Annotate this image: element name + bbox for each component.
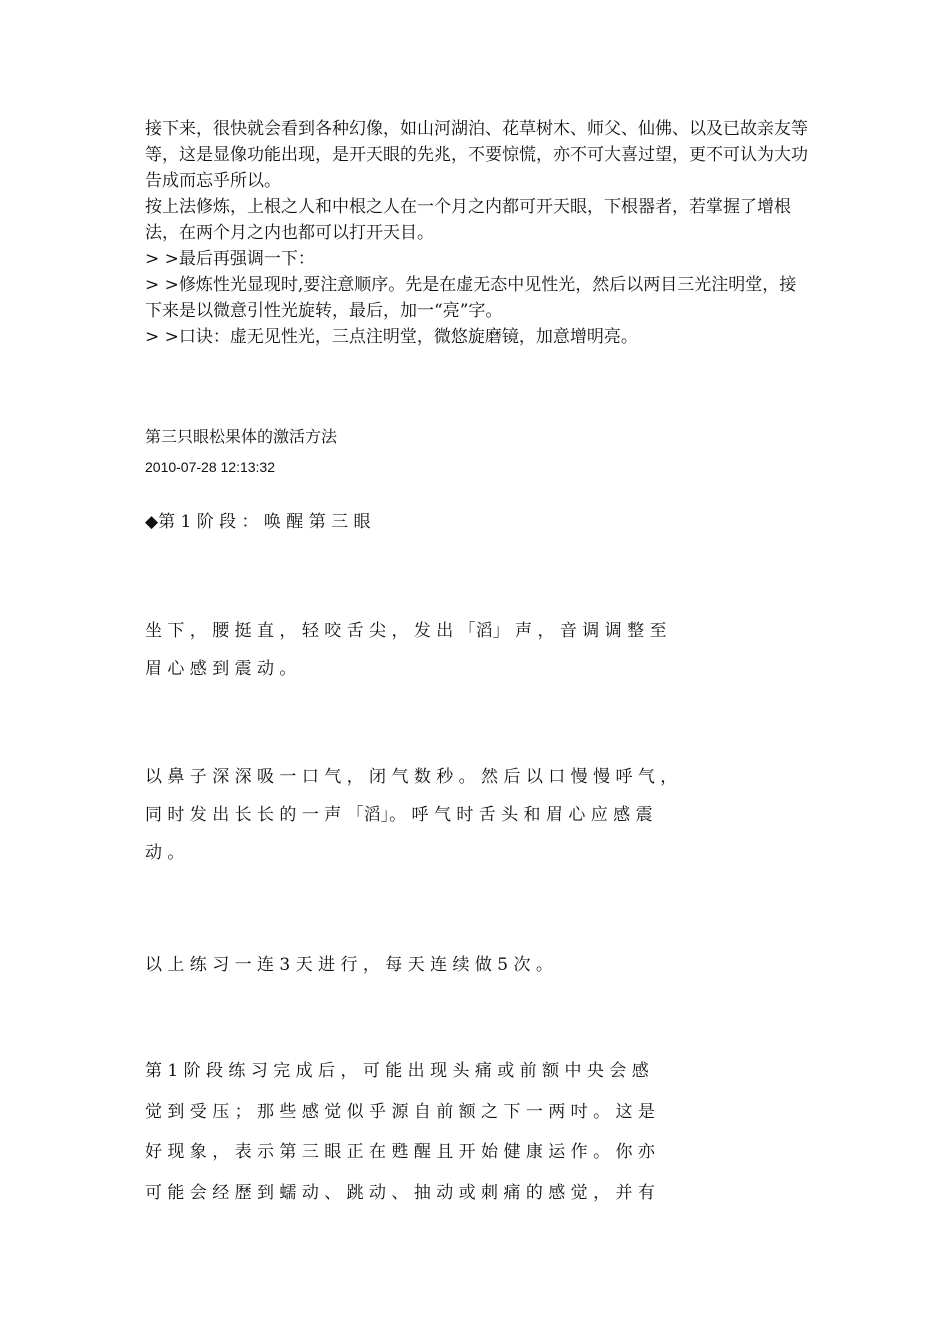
paragraph-1-line-2: 眉 心 感 到 震 动 。 — [145, 659, 297, 679]
paragraph-3 — [145, 946, 815, 984]
paragraph-1 — [145, 612, 815, 688]
intro-line-5: > >口诀：虚无见性光，三点注明堂，微悠旋磨镜，加意增明亮。 — [145, 327, 638, 347]
paragraph-2-line-1: 以 鼻 子 深 深 吸 一 口 气 ， 闭 气 数 秒 。 然 后 以 口 慢 慢 呼 气 ， — [145, 767, 678, 787]
paragraph-2-line-2: 同 时 发 出 长 长 的 一 声 「滔」。 呼 气 时 舌 头 和 眉 心 应 感 震 — [145, 805, 653, 825]
paragraph-4 — [145, 1051, 815, 1213]
article-date: 2010-07-28 12:13:32 — [145, 459, 275, 475]
intro-text — [145, 116, 813, 350]
intro-paragraph-1: 接下来，很快就会看到各种幻像，如山河湖泊、花草树木、师父、仙佛、以及已故亲友等等，这是显像功能出现，是开天眼的先兆，不要惊慌，亦不可大喜过望，更不可认为大功告成而忘乎所以。 — [145, 119, 808, 191]
paragraph-2 — [145, 758, 815, 872]
paragraph-2-line-3: 动 。 — [145, 843, 185, 863]
intro-line-3: > >最后再强调一下： — [145, 249, 315, 269]
paragraph-4-line-4: 可 能 会 经 歷 到 蠕 动 、 跳 动 、 抽 动 或 刺 痛 的 感 觉 ， 并 有 — [145, 1182, 655, 1203]
paragraph-4-line-2: 觉 到 受 压 ； 那 些 感 觉 似 乎 源 自 前 额 之 下 一 两 吋 。 这 是 — [145, 1101, 655, 1122]
stage-heading: ◆第 1 阶 段 ： 唤 醒 第 三 眼 — [145, 512, 371, 532]
paragraph-1-line-1: 坐 下 ， 腰 挺 直 ， 轻 咬 舌 尖 ， 发 出 「滔」 声 ， 音 调 调 整 至 — [145, 621, 667, 641]
paragraph-3-line-1: 以 上 练 习 一 连 3 天 进 行 ， 每 天 连 续 做 5 次 。 — [145, 955, 553, 975]
paragraph-4-line-3: 好 现 象 ， 表 示 第 三 眼 正 在 甦 醒 且 开 始 健 康 运 作 。 你 亦 — [145, 1142, 655, 1162]
intro-paragraph-4: > >修炼性光显现时,要注意顺序。先是在虚无态中见性光，然后以两目三光注明堂，接下来是以微意引性光旋转，最后，加一“亮”字。 — [145, 275, 797, 321]
article-title: 第三只眼松果体的激活方法 — [145, 429, 338, 446]
paragraph-4-line-1: 第 1 阶 段 练 习 完 成 后 ， 可 能 出 现 头 痛 或 前 额 中 央 会 感 — [145, 1061, 649, 1081]
intro-paragraph-2: 按上法修炼，上根之人和中根之人在一个月之内都可开天眼，下根器者，若掌握了增根法，在两个月之内也都可以打开天目。 — [145, 197, 791, 243]
